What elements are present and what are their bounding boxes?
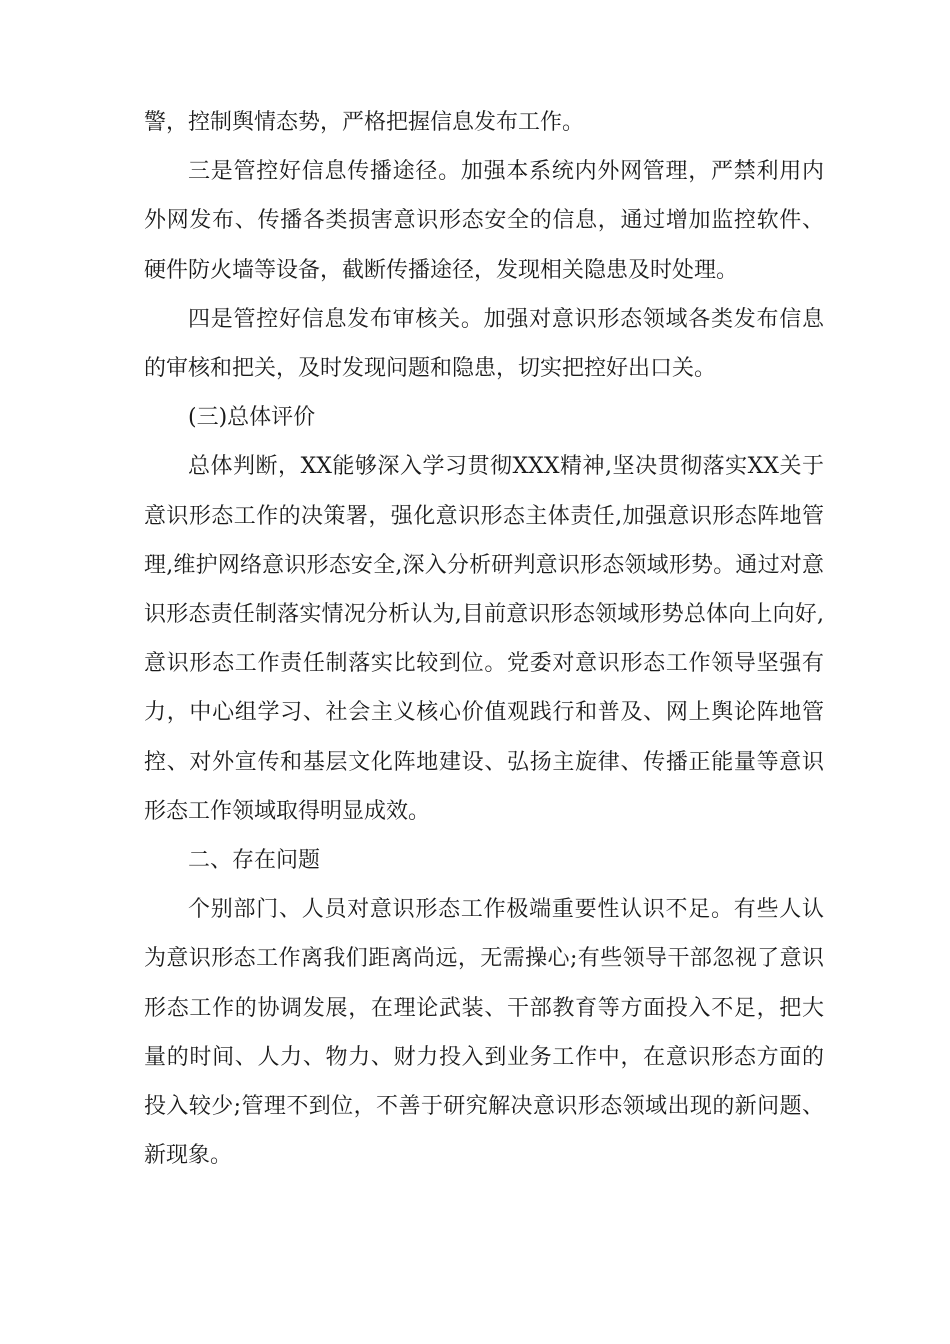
document-body [144, 98, 824, 1180]
section-heading-existing-problems: 二、存在问题 [188, 848, 321, 874]
paragraph-problems-detail: 个别部门、人员对意识形态工作极端重要性认识不足。有些人认为意识形态工作离我们距离尚远，无需操心;有些领导干部忽视了意识形态工作的协调发展，在理论武装、干部教育等方面投入不足，把大量的时间、人力、物力、财力投入到业务工作中，在意识形态方面的投入较少;管理不到位，不善于研究解决意识形态领域出现的新问题、新现象。 [144, 897, 824, 1169]
paragraph-continued: 警，控制舆情态势，严格把握信息发布工作。 [144, 110, 585, 135]
paragraph-transmission-control: 三是管控好信息传播途径。加强本系统内外网管理，严禁利用内外网发布、传播各类损害意识形态安全的信息，通过增加监控软件、硬件防火墙等设备，截断传播途径，发现相关隐患及时处理。 [144, 159, 824, 283]
section-heading-overall-evaluation: (三)总体评价 [188, 405, 316, 431]
paragraph-overall-judgment: 总体判断，XX能够深入学习贯彻XXX精神,坚决贯彻落实XX关于意识形态工作的决策署，强化意识形态主体责任,加强意识形态阵地管理,维护网络意识形态安全,深入分析研判意识形态领域形势。通过对意识形态责任制落实情况分析认为,目前意识形态领域形势总体向上向好,意识形态工作责任制落实比较到位。党委对意识形态工作领导坚强有力，中心组学习、社会主义核心价值观践行和普及、网上舆论阵地管控、对外宣传和基层文化阵地建设、弘扬主旋律、传播正能量等意识形态工作领域取得明显成效。 [144, 454, 824, 824]
paragraph-release-review: 四是管控好信息发布审核关。加强对意识形态领域各类发布信息的审核和把关，及时发现问题和隐患，切实把控好出口关。 [144, 306, 824, 382]
